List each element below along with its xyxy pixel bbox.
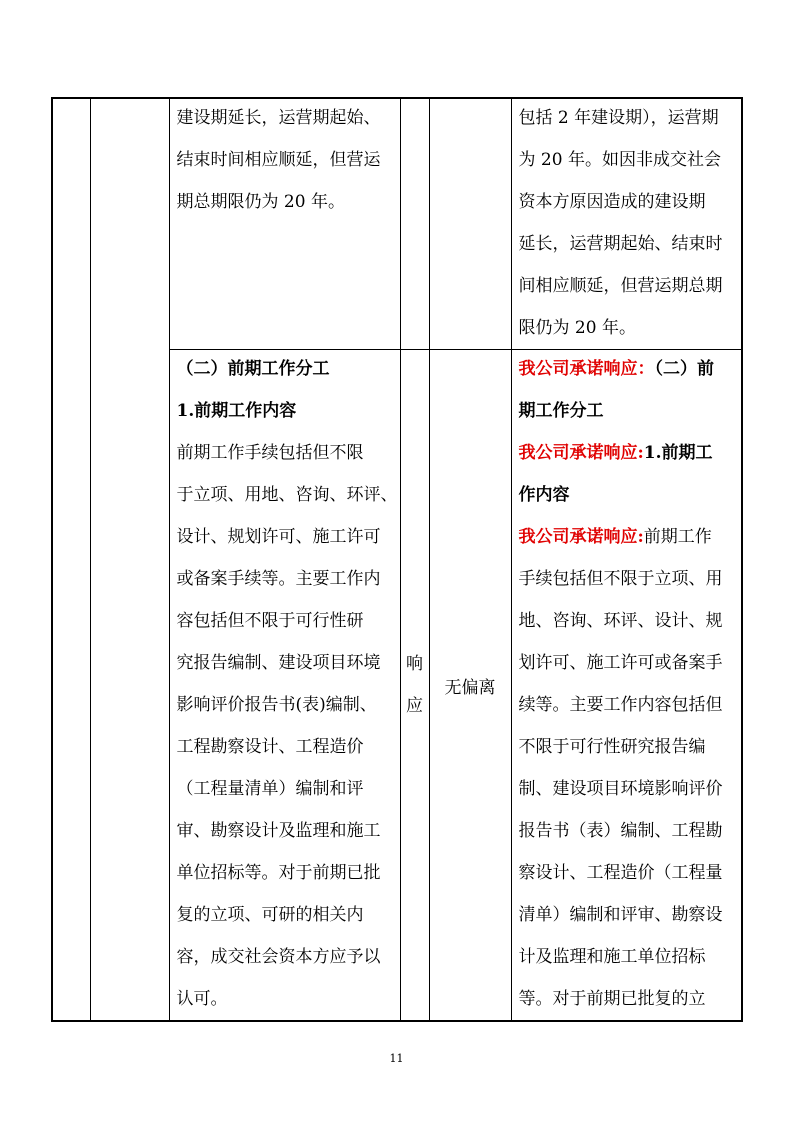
- text-line: 不限于可行性研究报告编: [518, 737, 706, 757]
- response-cell: [511, 350, 742, 1022]
- text-line: 包括 2 年建设期），运营期: [518, 108, 719, 128]
- response-subheading: 1.前期工: [643, 443, 713, 463]
- table-row: [52, 98, 742, 350]
- response-heading: （二）前: [654, 359, 714, 379]
- section-subheading: 1.前期工作内容: [176, 401, 297, 421]
- text-line: 划许可、施工许可或备案手: [518, 653, 723, 673]
- section-heading: （二）前期工作分工: [176, 359, 330, 379]
- text-line: 期总期限仍为 20 年。: [176, 192, 345, 212]
- deviation-cell: [429, 350, 511, 1022]
- text-line: 手续包括但不限于立项、用: [518, 569, 723, 589]
- text-line: 前期工作手续包括但不限: [176, 443, 364, 463]
- status-char: 响: [406, 654, 423, 674]
- text-line: 报告书（表）编制、工程勘: [518, 821, 723, 841]
- text-line: 影响评价报告书(表)编制、: [176, 695, 377, 715]
- index-cell: [52, 98, 90, 1021]
- text-line: 地、咨询、环评、设计、规: [518, 611, 723, 631]
- text-line: 或备案手续等。主要工作内: [176, 569, 381, 589]
- requirement-cell: [169, 98, 400, 350]
- text-line: 为 20 年。如因非成交社会: [518, 150, 721, 170]
- text-line: 等。对于前期已批复的立: [518, 989, 706, 1009]
- text-line: 复的立项、可研的相关内: [176, 905, 364, 925]
- text-line: 容，成交社会资本方应予以: [176, 947, 381, 967]
- text-line: 认可。: [176, 989, 228, 1009]
- text-line: 察设计、工程造价（工程量: [518, 863, 723, 883]
- response-first-words: 前期工作: [643, 527, 712, 547]
- response-subheading-cont: 作内容: [518, 485, 570, 505]
- text-line: 于立项、用地、咨询、环评、: [176, 485, 398, 505]
- response-status-cell: [400, 98, 429, 350]
- text-line: 容包括但不限于可行性研: [176, 611, 364, 631]
- text-line: 设计、规划许可、施工许可: [176, 527, 381, 547]
- status-char: 应: [406, 696, 423, 716]
- text-line: 限仍为 20 年。: [518, 318, 636, 338]
- text-line: （工程量清单）编制和评: [176, 779, 364, 799]
- commit-label: 我公司承诺响应：: [518, 359, 655, 379]
- text-line: 延长，运营期起始、结束时: [518, 234, 723, 254]
- text-line: 计及监理和施工单位招标: [518, 947, 706, 967]
- text-line: 续等。主要工作内容包括但: [518, 695, 723, 715]
- text-line: 制、建设项目环境影响评价: [518, 779, 723, 799]
- response-text: [512, 98, 742, 349]
- requirement-text: [170, 98, 400, 223]
- deviation-value: 无偏离: [444, 677, 496, 698]
- text-line: 间相应顺延，但营运期总期: [518, 276, 723, 296]
- text-line: 资本方原因造成的建设期: [518, 192, 706, 212]
- requirement-cell: [169, 350, 400, 1022]
- text-line: 清单）编制和评审、勘察设: [518, 905, 723, 925]
- response-status: [401, 643, 429, 727]
- text-line: 单位招标等。对于前期已批: [176, 863, 381, 883]
- page-number: 11: [389, 1052, 404, 1065]
- commit-label: 我公司承诺响应:: [518, 443, 644, 463]
- response-table: [51, 97, 743, 1022]
- requirement-text: [170, 350, 400, 1021]
- category-cell: [90, 98, 169, 1021]
- response-cell: [511, 98, 742, 350]
- response-status-cell: [400, 350, 429, 1022]
- text-line: 究报告编制、建设项目环境: [176, 653, 381, 673]
- text-line: 审、勘察设计及监理和施工: [176, 821, 381, 841]
- text-line: 工程勘察设计、工程造价: [176, 737, 364, 757]
- response-text: [512, 350, 742, 1021]
- text-line: 建设期延长，运营期起始、: [176, 108, 381, 128]
- response-heading-cont: 期工作分工: [518, 401, 604, 421]
- commit-label: 我公司承诺响应:: [518, 527, 644, 547]
- text-line: 结束时间相应顺延，但营运: [176, 150, 381, 170]
- deviation-cell: [429, 98, 511, 350]
